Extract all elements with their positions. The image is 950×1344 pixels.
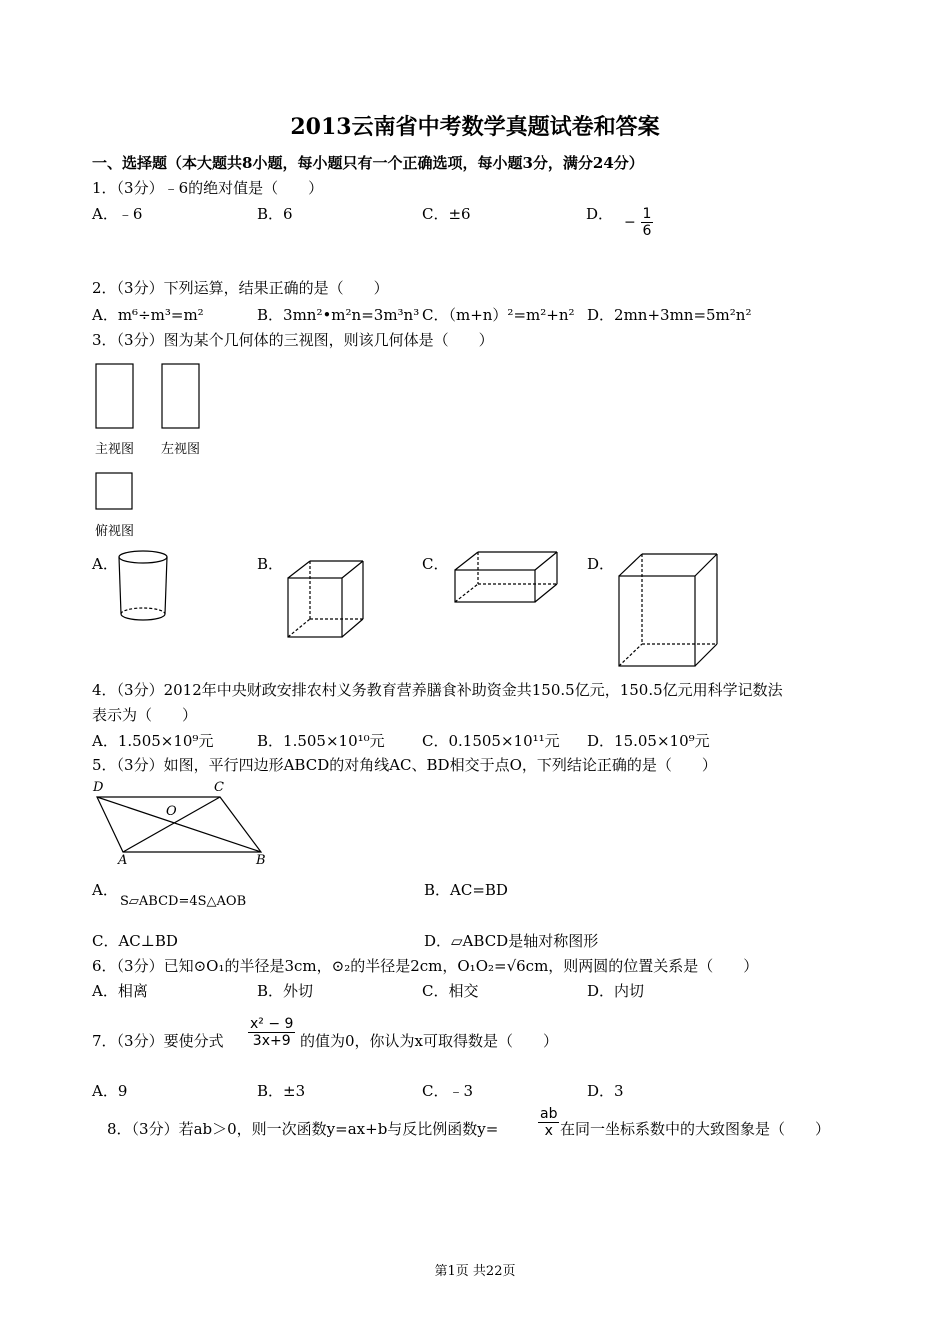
q5-option-a-formula: S▱ABCD=4S△AOB [120, 894, 247, 909]
q4-option-b: B．1.505×10¹⁰元 [257, 732, 385, 750]
q5-option-d: D．▱ABCD是轴对称图形 [424, 932, 599, 950]
q2-option-b: B．3mn²•m²n=3m³n³ [257, 306, 420, 324]
q5-option-a: A． [92, 881, 118, 899]
q4-option-d: D．15.05×10⁹元 [587, 732, 710, 750]
vertex-label-c: C [214, 780, 224, 795]
q1-option-b: B．6 [257, 205, 293, 223]
q2-option-c: C．（m+n）²=m²+n² [422, 306, 575, 324]
vertex-label-b: B [256, 853, 266, 868]
q6-stem: 6．（3分）已知⊙O₁的半径是3cm，⊙₂的半径是2cm，O₁O₂=√6cm，则两圆的位置关系是（ ） [92, 957, 759, 975]
q6-option-a: A．相离 [92, 982, 148, 1000]
q1-option-d: D． [586, 205, 614, 223]
q8-stem-pre: 8．（3分）若ab＞0，则一次函数y=ax+b与反比例函数y= [107, 1120, 499, 1138]
q3-option-d: D． [587, 555, 615, 573]
q8-stem-post: 在同一坐标系数中的大致图象是（ ） [560, 1120, 831, 1138]
q7-stem-post: 的值为0，你认为x可取得数是（ ） [300, 1032, 559, 1050]
q4-stem-line2: 表示为（ ） [92, 706, 198, 724]
front-view-label: 主视图 [95, 442, 135, 457]
q6-option-c: C．相交 [422, 982, 479, 1000]
q7-option-d: D．3 [587, 1082, 624, 1100]
q2-option-a: A．m⁶÷m³=m² [92, 306, 204, 324]
q2-option-d: D．2mn+3mn=5m²n² [587, 306, 752, 324]
q3-option-a: A． [92, 555, 118, 573]
page-title: 2013云南省中考数学真题试卷和答案 [290, 114, 660, 140]
q4-option-c: C．0.1505×10¹¹元 [422, 732, 560, 750]
q1-option-c: C．±6 [422, 205, 471, 223]
q3-stem: 3．（3分）图为某个几何体的三视图，则该几何体是（ ） [92, 331, 494, 349]
q3-option-c: C． [422, 555, 449, 573]
q7-option-b: B．±3 [257, 1082, 306, 1100]
q6-option-b: B．外切 [257, 982, 314, 1000]
q4-stem-line1: 4．（3分）2012年中央财政安排农村义务教育营养膳食补助资金共150.5亿元，150.5亿元用科学记数法 [92, 681, 783, 699]
vertex-label-o: O [166, 804, 177, 819]
q7-option-c: C．﹣3 [422, 1082, 474, 1100]
left-view-label: 左视图 [161, 442, 201, 457]
q7-fraction: $\frac{\text{x² − 9}}{3x+9}$ [250, 1016, 294, 1049]
q5-option-c: C．AC⊥BD [92, 932, 178, 950]
q4-option-a: A．1.505×10⁹元 [92, 732, 214, 750]
q8-fraction: $\frac{ab}{x}$ [540, 1106, 558, 1139]
vertex-label-d: D [93, 780, 104, 795]
q7-option-a: A．9 [92, 1082, 128, 1100]
q2-stem: 2．（3分）下列运算，结果正确的是（ ） [92, 279, 389, 297]
q1-option-d-fraction: − $\frac{1}{6}$ [624, 206, 652, 239]
q1-stem: 1．（3分）﹣6的绝对值是（ ） [92, 179, 324, 197]
vertex-label-a: A [118, 853, 128, 868]
q5-stem: 5．（3分）如图，平行四边形ABCD的对角线AC、BD相交于点O，下列结论正确的是（ ） [92, 756, 717, 774]
q1-option-a: A．﹣6 [92, 205, 143, 223]
page-footer: 第1页 共22页 [434, 1264, 516, 1279]
q7-stem-pre: 7．（3分）要使分式 [92, 1032, 224, 1050]
top-view-label: 俯视图 [95, 524, 135, 539]
section-heading: 一、选择题（本大题共8小题，每小题只有一个正确选项，每小题3分，满分24分） [92, 154, 644, 172]
q3-option-b: B． [257, 555, 284, 573]
q6-option-d: D．内切 [587, 982, 645, 1000]
q5-option-b: B．AC=BD [424, 881, 508, 899]
